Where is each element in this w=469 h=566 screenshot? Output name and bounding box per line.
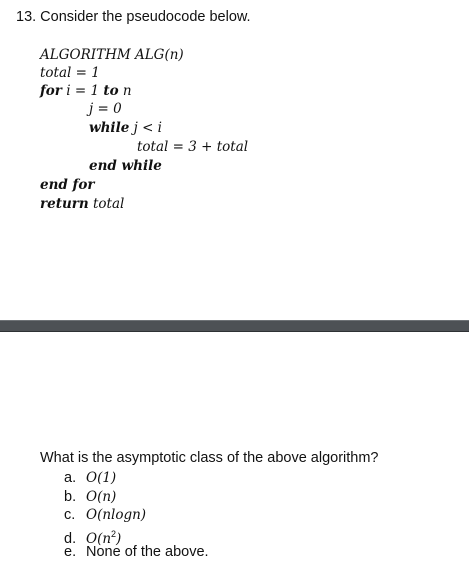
option-text: O(1) bbox=[86, 470, 117, 486]
return-keyword: return bbox=[40, 196, 89, 212]
option-text: O(n) bbox=[86, 489, 117, 505]
code-line-end-while: end while bbox=[89, 158, 162, 174]
code-line-j-init: j = 0 bbox=[89, 101, 122, 117]
option-letter: c. bbox=[64, 507, 76, 523]
option-text: O(nlogn) bbox=[86, 507, 147, 523]
option-b[interactable] bbox=[64, 488, 116, 507]
code-line-total-init: total = 1 bbox=[40, 65, 100, 81]
option-letter: b. bbox=[64, 489, 77, 505]
question-text: What is the asymptotic class of the above algorithm? bbox=[40, 450, 379, 466]
to-keyword: to bbox=[103, 83, 119, 99]
for-end: n bbox=[118, 83, 132, 99]
option-letter: a. bbox=[64, 470, 77, 486]
option-letter: d. bbox=[64, 530, 77, 547]
while-condition: j < i bbox=[129, 120, 162, 136]
return-value: total bbox=[88, 196, 125, 212]
code-line-return bbox=[40, 196, 124, 213]
option-exponent: 2 bbox=[111, 529, 117, 539]
for-keyword: for bbox=[40, 83, 62, 99]
option-text: O(n bbox=[86, 530, 112, 547]
option-e[interactable] bbox=[64, 543, 209, 562]
option-letter: e. bbox=[64, 544, 77, 560]
option-text-tail: ) bbox=[116, 530, 122, 547]
question-number-heading: 13. Consider the pseudocode below. bbox=[16, 9, 251, 25]
code-line-end-for: end for bbox=[40, 177, 95, 193]
option-a[interactable] bbox=[64, 469, 116, 488]
code-line-while bbox=[89, 120, 162, 137]
for-range: i = 1 bbox=[61, 83, 104, 99]
code-line-for bbox=[40, 83, 132, 100]
option-text: None of the above. bbox=[86, 544, 209, 560]
section-divider-bar bbox=[0, 320, 469, 332]
while-keyword: while bbox=[89, 120, 130, 136]
option-c[interactable] bbox=[64, 506, 146, 525]
code-line-algorithm: ALGORITHM ALG(n) bbox=[40, 47, 184, 63]
code-line-total-update: total = 3 + total bbox=[137, 139, 249, 155]
